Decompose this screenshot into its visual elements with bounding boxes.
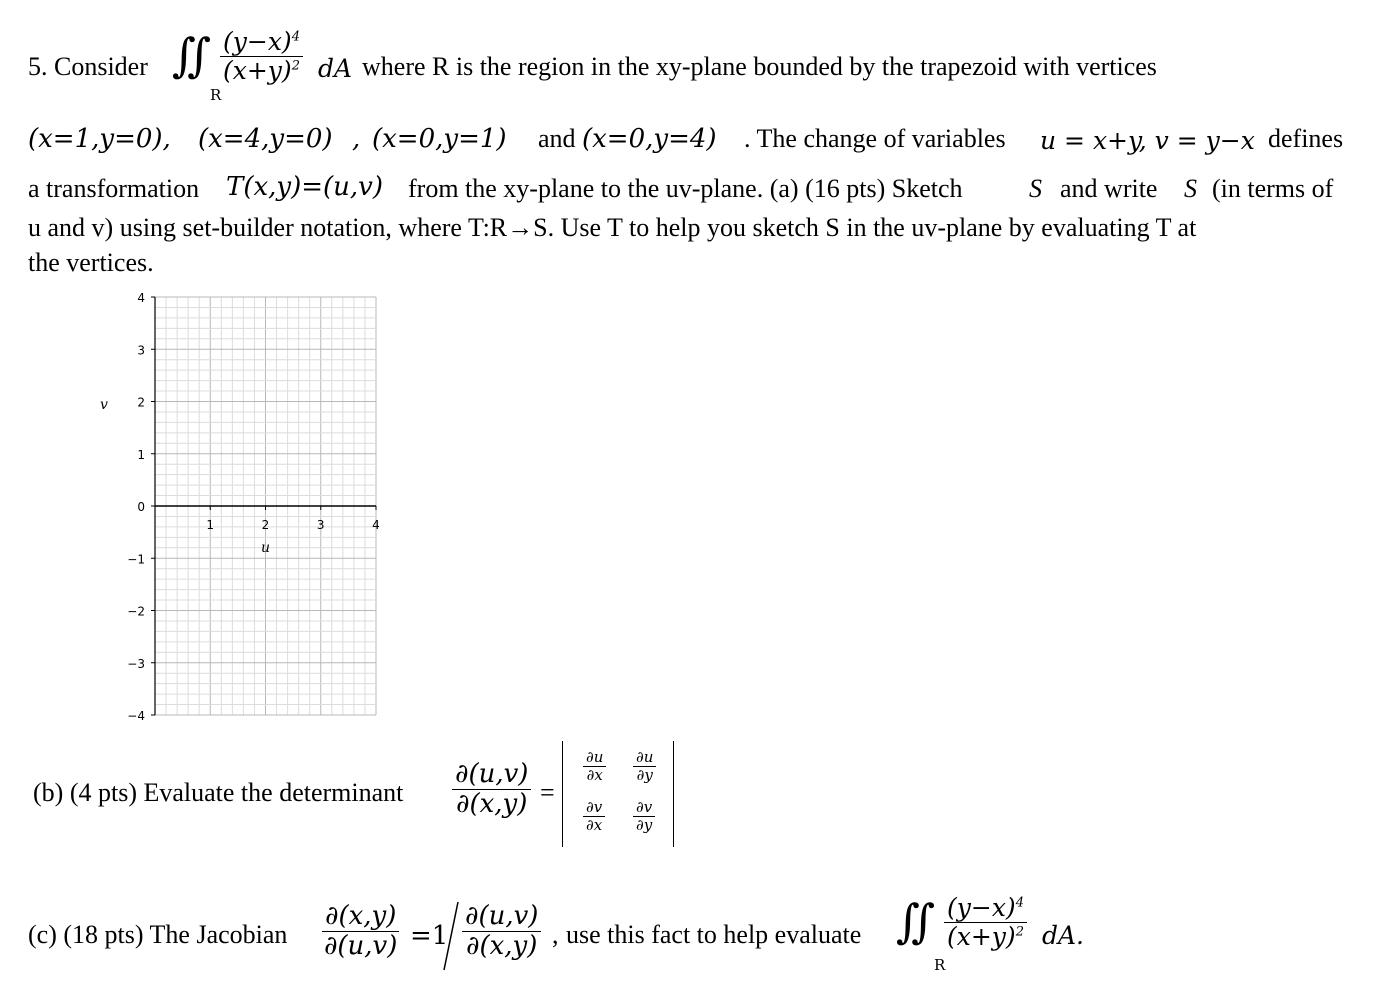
transformation: T(x,y)=(u,v) — [226, 172, 384, 202]
determinant-matrix — [562, 741, 674, 847]
x-tick-label: 3 — [316, 518, 325, 532]
v-axis-label: v — [100, 397, 108, 413]
tick-labels — [127, 291, 380, 723]
set-S-1: S — [1029, 174, 1042, 203]
change-of-variables: u = x+y, v = y−x — [1040, 126, 1255, 155]
dv-dy: $\frac{\partial v}{\partial y}$ — [633, 799, 655, 834]
jacobian-xy-fraction: $\frac{\partial(x,y)}{\partial(u,v)}$ — [323, 901, 398, 961]
y-tick-label: −4 — [127, 709, 145, 723]
line3-c: and write — [1060, 174, 1158, 203]
x-tick-label: 2 — [261, 518, 270, 532]
part-c-text: (c) (18 pts) The Jacobian — [28, 920, 288, 949]
defines-text: defines — [1268, 124, 1344, 153]
equals-b: = — [540, 778, 555, 807]
y-tick-label: 4 — [137, 291, 145, 305]
vertex-1: (x=1,y=0), — [28, 124, 171, 154]
vertex-3: (x=0,y=1) — [372, 124, 507, 154]
use-text: use this fact to help evaluate — [566, 920, 862, 949]
line5-text: the vertices. — [28, 248, 154, 277]
problem-number: 5. Consider — [28, 52, 148, 81]
line1-text: where R is the region in the xy-plane bounded by the trapezoid with vertices — [362, 52, 1157, 81]
y-tick-label: 3 — [137, 343, 145, 358]
u-axis-label: u — [261, 540, 271, 556]
and-text: and — [538, 124, 576, 153]
line3-a: a transformation — [28, 174, 200, 203]
y-tick-label: 2 — [137, 395, 145, 410]
region-subscript: R — [210, 86, 222, 104]
set-S-2: S — [1184, 174, 1197, 203]
jacobian-uv-reciprocal: $\frac{\partial(u,v)}{\partial(x,y)}$ — [462, 902, 541, 961]
dA-2: dA. — [1042, 921, 1085, 950]
vertex-4: (x=0,y=4) — [582, 124, 717, 154]
x-tick-label: 4 — [372, 518, 380, 532]
region-subscript-2: R — [934, 956, 946, 974]
slash — [442, 902, 456, 972]
line4-text: u and v) using set-builder notation, where T:R→S. Use T to help you sketch S in the uv-plane by evaluating T at — [28, 213, 1197, 242]
integrand-fraction-2: $\frac{(y-x)^4}{(x+y)^2}$ — [944, 894, 1027, 951]
equals-one: =1 — [410, 921, 449, 951]
vertex-2: (x=4,y=0) — [198, 124, 333, 154]
integrand-fraction: $\frac{(y-x)^4}{(x+y)^2}$ — [220, 28, 303, 85]
line3-d: (in terms of — [1212, 174, 1334, 203]
y-tick-label: −3 — [127, 656, 145, 671]
dA-1: dA — [318, 54, 353, 83]
x-tick-label: 1 — [206, 518, 215, 532]
y-tick-label: 0 — [137, 500, 145, 514]
line2-text: . The change of variables — [744, 124, 1006, 153]
y-tick-label: 1 — [137, 447, 145, 462]
double-integral-sign-2: ∬ — [896, 894, 936, 948]
part-b-text: (b) (4 pts) Evaluate the determinant — [33, 778, 404, 807]
jacobian-uv-fraction: $\frac{\partial(u,v)}{\partial(x,y)}$ — [452, 760, 531, 819]
du-dy: $\frac{\partial u}{\partial y}$ — [633, 749, 656, 784]
comma-c: , — [552, 920, 559, 949]
y-tick-label: −1 — [127, 552, 145, 567]
line3-b: from the xy-plane to the uv-plane. (a) (16 pts) Sketch — [408, 174, 963, 203]
y-tick-label: −2 — [127, 604, 145, 619]
double-integral-sign: ∬ — [172, 28, 212, 82]
comma: , — [352, 124, 361, 154]
dv-dx: $\frac{\partial v}{\partial x}$ — [583, 799, 605, 834]
du-dx: $\frac{\partial u}{\partial x}$ — [583, 749, 606, 784]
